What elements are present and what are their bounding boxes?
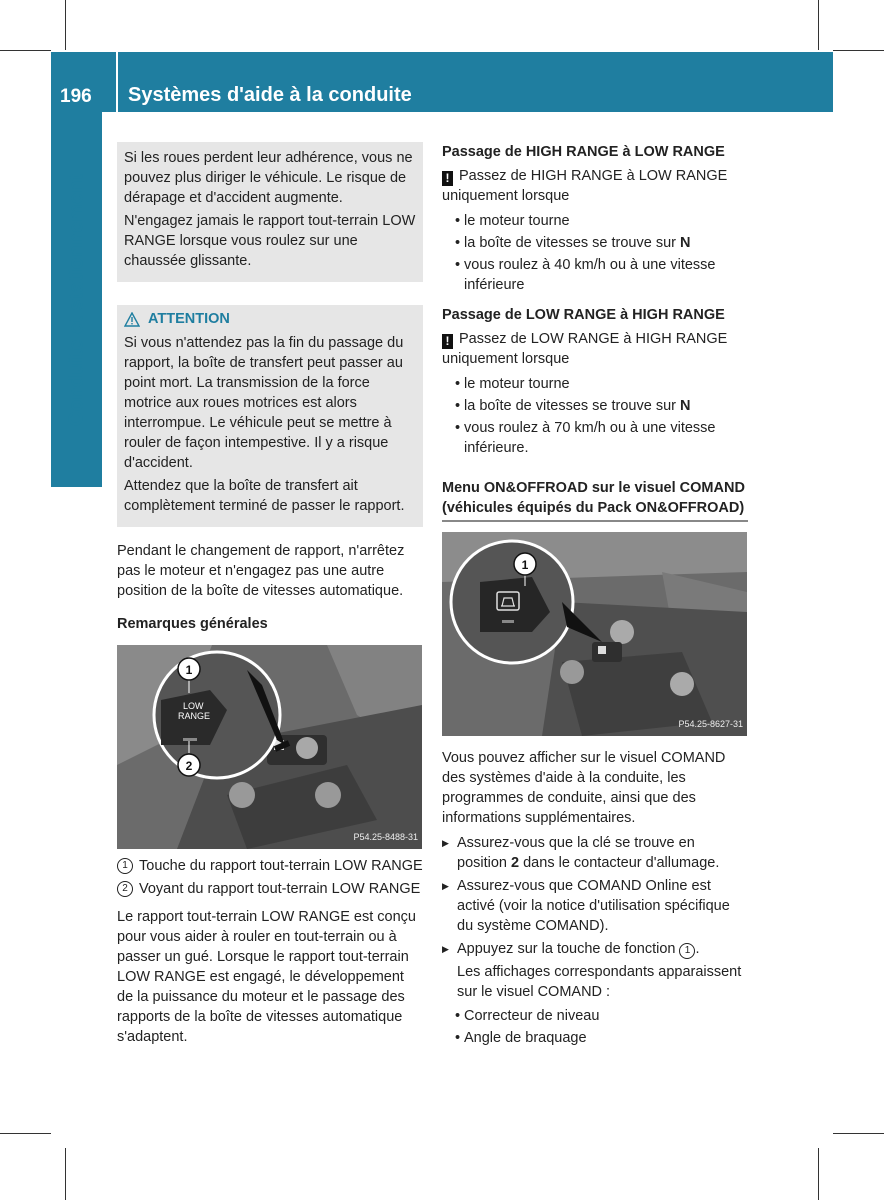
- step-text: .: [695, 941, 700, 957]
- attention-paragraph: Attendez que la boîte de transfert ait complètement terminé de passer le rapport.: [124, 478, 405, 514]
- list-item: [442, 233, 748, 253]
- warning-triangle-icon: [124, 312, 140, 327]
- attention-title: ATTENTION: [148, 311, 230, 327]
- page-title: Systèmes d'aide à la conduite: [128, 84, 412, 106]
- callout-number: 1: [185, 663, 193, 677]
- header-separator: [116, 52, 118, 112]
- crop-mark: [833, 50, 884, 51]
- figure-code: P54.25-8488-31: [353, 832, 418, 842]
- list-item-text: la boîte de vitesses se trouve sur: [464, 398, 680, 414]
- instruction: [442, 166, 748, 206]
- callout-number: 1: [521, 558, 529, 572]
- right-column: [442, 142, 748, 1050]
- figure-button-label: LOW: [183, 701, 204, 711]
- instruction-text: Passez de HIGH RANGE à LOW RANGE uniquement lorsque: [442, 168, 728, 204]
- crop-mark: [818, 0, 819, 50]
- step-result: Les affichages correspondants apparaissent sur le visuel COMAND :: [457, 964, 742, 1000]
- section-heading: Passage de LOW RANGE à HIGH RANGE: [442, 307, 725, 323]
- page-number: 196: [60, 86, 92, 107]
- figure-button-label: RANGE: [178, 711, 211, 721]
- legend-text: Touche du rapport tout-terrain LOW RANGE: [139, 858, 423, 874]
- step-text: Appuyez sur la touche de fonction: [457, 941, 680, 957]
- figure-low-range: [117, 645, 422, 849]
- console-illustration: [117, 645, 422, 849]
- info-box: [117, 142, 423, 282]
- body-paragraph: Pendant le changement de rapport, n'arrêtez pas le moteur et n'engagez pas une autre position de la boîte de vitesses automatique.: [117, 543, 405, 599]
- menu-heading: Menu ON&OFFROAD sur le visuel COMAND (véhicules équipés du Pack ON&OFFROAD): [442, 478, 748, 522]
- crop-mark: [833, 1133, 884, 1134]
- attention-paragraph: Si vous n'attendez pas la fin du passage du rapport, la boîte de transfert peut passer au point mort. La transmission de la force motrice aux roues motrices est alors interrompue. Le véhicule peut se mettre à rouler de façon intempestive. Il y a risque d'accident.: [124, 335, 404, 471]
- side-tab-label: Conduite et stationnement: [65, 173, 88, 427]
- legend-item: [117, 879, 423, 899]
- legend-text: Voyant du rapport tout-terrain LOW RANGE: [139, 881, 421, 897]
- console-illustration: [442, 532, 747, 736]
- body-paragraph: Le rapport tout-terrain LOW RANGE est conçu pour vous aider à rouler en tout-terrain ou à passer un gué. Lorsque le rapport tout-terrain LOW RANGE est engagé, le développement de la puissance du moteur et le passage des rapports de la boîte de vitesses automatique s'adaptent.: [117, 909, 416, 1045]
- exclamation-icon: !: [442, 171, 453, 186]
- legend-item: [117, 856, 423, 876]
- list-item: • vous roulez à 70 km/h ou à une vitesse inférieure.: [442, 418, 748, 458]
- list-item: • le moteur tourne: [442, 374, 748, 394]
- step-item: [442, 876, 748, 936]
- instruction: [442, 329, 748, 369]
- crop-mark: [65, 0, 66, 50]
- list-item: [442, 396, 748, 416]
- info-paragraph: Si les roues perdent leur adhérence, vous ne pouvez plus diriger le véhicule. Le risque de dérapage et d'accident augmente.: [124, 150, 413, 206]
- crop-mark: [65, 1148, 66, 1200]
- left-column: [117, 142, 423, 1047]
- section-heading: Remarques générales: [117, 616, 268, 632]
- list-item: • Correcteur de niveau: [442, 1006, 748, 1026]
- step-text: Assurez-vous que la clé se trouve en position: [457, 835, 695, 871]
- callout-circle: 1: [117, 858, 133, 874]
- step-text: dans le contacteur d'allumage.: [519, 855, 720, 871]
- list-item: • Angle de braquage: [442, 1028, 748, 1048]
- crop-mark: [0, 50, 51, 51]
- crop-mark: [0, 1133, 51, 1134]
- list-item-text: la boîte de vitesses se trouve sur: [464, 235, 680, 251]
- info-paragraph: N'engagez jamais le rapport tout-terrain LOW RANGE lorsque vous roulez sur une chaussée glissante.: [124, 213, 416, 269]
- list-item: • le moteur tourne: [442, 211, 748, 231]
- section-heading: Passage de HIGH RANGE à LOW RANGE: [442, 144, 725, 160]
- step-text: Assurez-vous que COMAND Online est activé (voir la notice d'utilisation spécifique du système COMAND).: [457, 878, 730, 934]
- crop-mark: [818, 1148, 819, 1200]
- key-position: 2: [511, 855, 520, 871]
- list-item: • vous roulez à 40 km/h ou à une vitesse inférieure: [442, 255, 748, 295]
- callout-circle: 1: [679, 943, 695, 959]
- figure-legend: [117, 856, 423, 899]
- step-item: [442, 939, 748, 959]
- body-paragraph: Vous pouvez afficher sur le visuel COMAND des systèmes d'aide à la conduite, les programmes de conduite, ainsi que des informations supplémentaires.: [442, 750, 726, 826]
- gear-position: N: [680, 235, 691, 251]
- exclamation-icon: !: [442, 334, 453, 349]
- step-item: [442, 833, 748, 873]
- figure-comand: [442, 532, 747, 736]
- gear-position: N: [680, 398, 691, 414]
- instruction-text: Passez de LOW RANGE à HIGH RANGE uniquement lorsque: [442, 331, 728, 367]
- figure-code: P54.25-8627-31: [678, 719, 743, 729]
- callout-circle: 2: [117, 881, 133, 897]
- attention-header: [124, 309, 416, 329]
- attention-box: [117, 305, 423, 527]
- callout-number: 2: [185, 759, 193, 773]
